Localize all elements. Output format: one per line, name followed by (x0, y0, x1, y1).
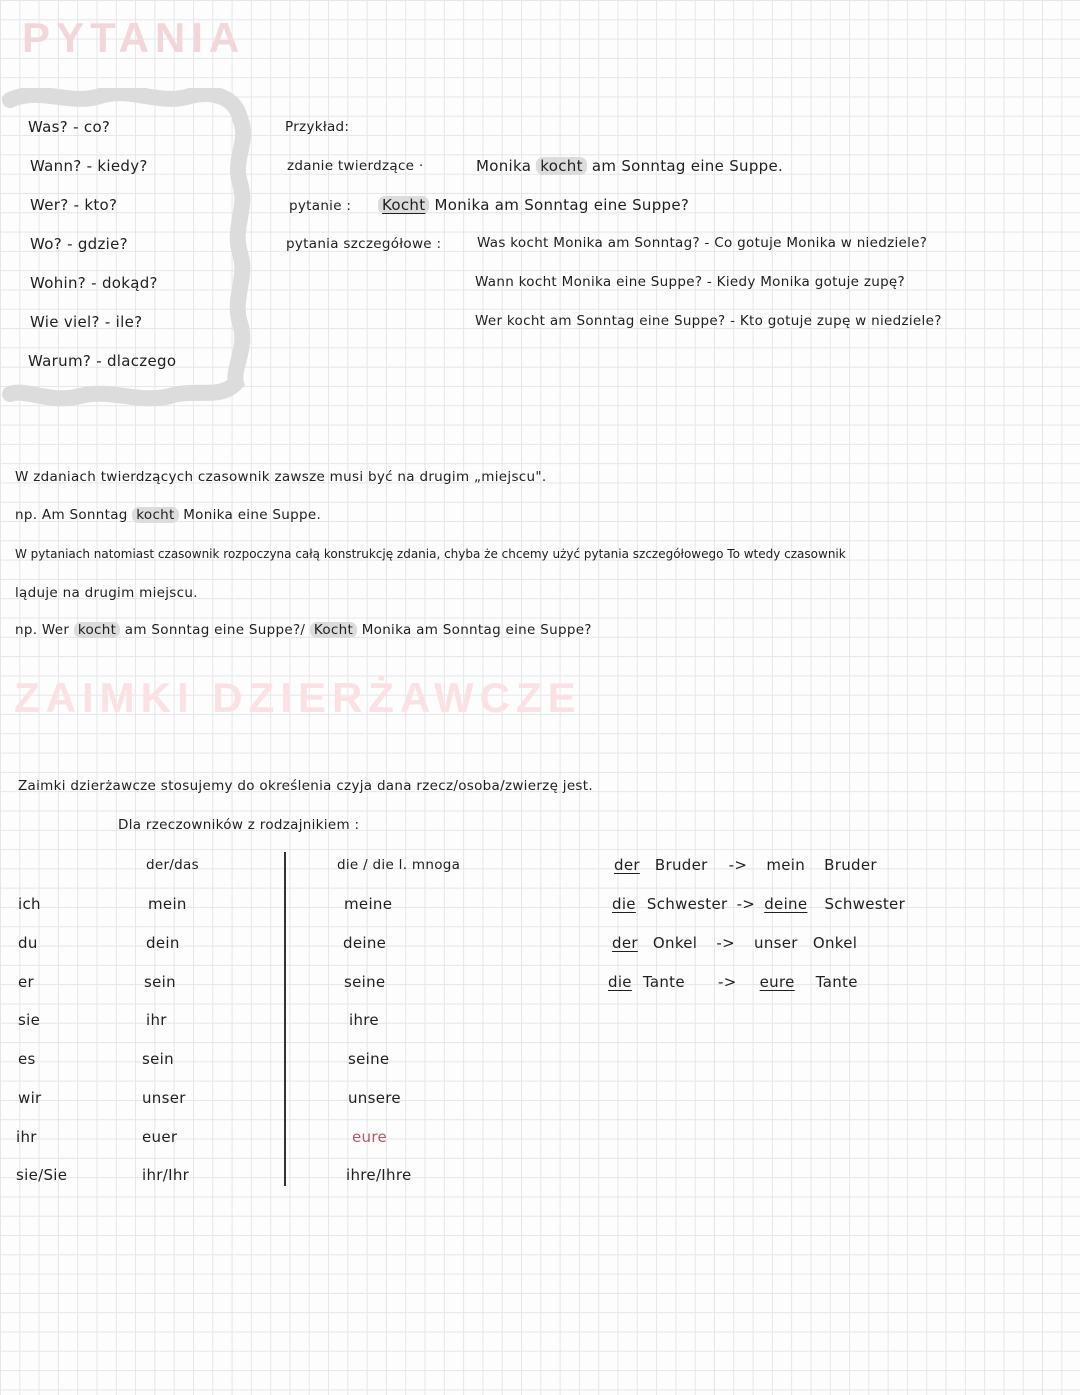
statement-sentence: Monika kocht am Sonntag eine Suppe. (476, 157, 784, 175)
verb-highlight: kocht (74, 622, 120, 638)
possessive-cell: sein (142, 1050, 174, 1068)
question-sentence: Kocht Monika am Sonntag eine Suppe? (378, 196, 689, 214)
question-item: Was? - co? (28, 118, 111, 136)
rule-example: np. Am Sonntag kocht Monika eine Suppe. (15, 507, 322, 523)
pronoun-cell: ich (18, 895, 41, 913)
possessive-plural-cell: meine (344, 895, 393, 913)
verb-highlight: Kocht (310, 622, 357, 638)
pronoun-cell: sie (18, 1011, 41, 1029)
question-item: Wo? - gdzie? (30, 235, 128, 253)
detail-line: Wann kocht Monika eine Suppe? - Kiedy Monika gotuje zupę? (475, 274, 906, 290)
detail-line: Wer kocht am Sonntag eine Suppe? - Kto gotuje zupę w niedziele? (475, 313, 942, 329)
question-item: Wann? - kiedy? (30, 157, 148, 175)
section-title-pytania: PYTANIA (22, 14, 246, 61)
possessive-plural-cell: unsere (348, 1089, 401, 1107)
detail-line: Was kocht Monika am Sonntag? - Co gotuje Monika w niedziele? (477, 235, 928, 251)
possessive-plural-cell: seine (344, 973, 386, 991)
possessive-cell: unser (142, 1089, 186, 1107)
pronoun-cell: wir (18, 1089, 42, 1107)
possessive-cell: ihr/Ihr (142, 1166, 190, 1184)
column-header: der/das (146, 857, 199, 873)
question-item: Warum? - dlaczego (28, 352, 177, 370)
zaimki-subheading: Dla rzeczowników z rodzajnikiem : (118, 817, 360, 833)
possessive-cell: euer (142, 1128, 178, 1146)
pronoun-cell: es (18, 1050, 36, 1068)
rule-line: W zdaniach twierdzących czasownik zawsze musi być na drugim „miejscu". (15, 469, 547, 485)
verb-highlight: Kocht (378, 196, 429, 214)
example-row: die Schwester -> deine Schwester (612, 895, 906, 913)
question-item: Wer? - kto? (30, 196, 118, 214)
verb-highlight: kocht (132, 507, 178, 523)
example-row: der Onkel -> unser Onkel (612, 934, 858, 952)
rule-line: W pytaniach natomiast czasownik rozpoczyna całą konstrukcję zdania, chyba że chcemy użyć pytania szczegółowego To wtedy czasownik (15, 547, 846, 561)
section-title-zaimki: ZAIMKI DZIERŻAWCZE (14, 674, 582, 721)
pronoun-cell: ihr (16, 1128, 37, 1146)
possessive-plural-cell: ihre (349, 1011, 379, 1029)
possessive-cell: ihr (146, 1011, 167, 1029)
question-label: pytanie : (289, 198, 352, 214)
question-item: Wohin? - dokąd? (30, 274, 158, 292)
possessive-cell: dein (146, 934, 180, 952)
table-divider (284, 852, 286, 1186)
statement-label: zdanie twierdzące · (287, 158, 424, 174)
possessive-cell: sein (144, 973, 176, 991)
example-row: die Tante -> eure Tante (608, 973, 858, 991)
question-item: Wie viel? - ile? (30, 313, 143, 331)
possessive-plural-cell: deine (343, 934, 387, 952)
possessive-plural-cell: ihre/Ihre (346, 1166, 412, 1184)
zaimki-intro: Zaimki dzierżawcze stosujemy do określenia czyja dana rzecz/osoba/zwierzę jest. (18, 778, 593, 794)
example-row: der Bruder -> mein Bruder (614, 856, 877, 874)
pronoun-cell: er (18, 973, 34, 991)
pronoun-cell: sie/Sie (16, 1166, 68, 1184)
possessive-cell: mein (148, 895, 187, 913)
verb-highlight: kocht (536, 157, 586, 175)
rule-example: np. Wer kocht am Sonntag eine Suppe?/ Kocht Monika am Sonntag eine Suppe? (15, 622, 592, 638)
possessive-plural-cell: seine (348, 1050, 390, 1068)
detail-label: pytania szczegółowe : (286, 236, 442, 252)
column-header: die / die l. mnoga (337, 857, 461, 873)
pronoun-cell: du (18, 934, 38, 952)
possessive-plural-cell: eure (352, 1128, 388, 1146)
example-heading: Przykład: (285, 119, 350, 135)
rule-line: ląduje na drugim miejscu. (15, 585, 198, 601)
